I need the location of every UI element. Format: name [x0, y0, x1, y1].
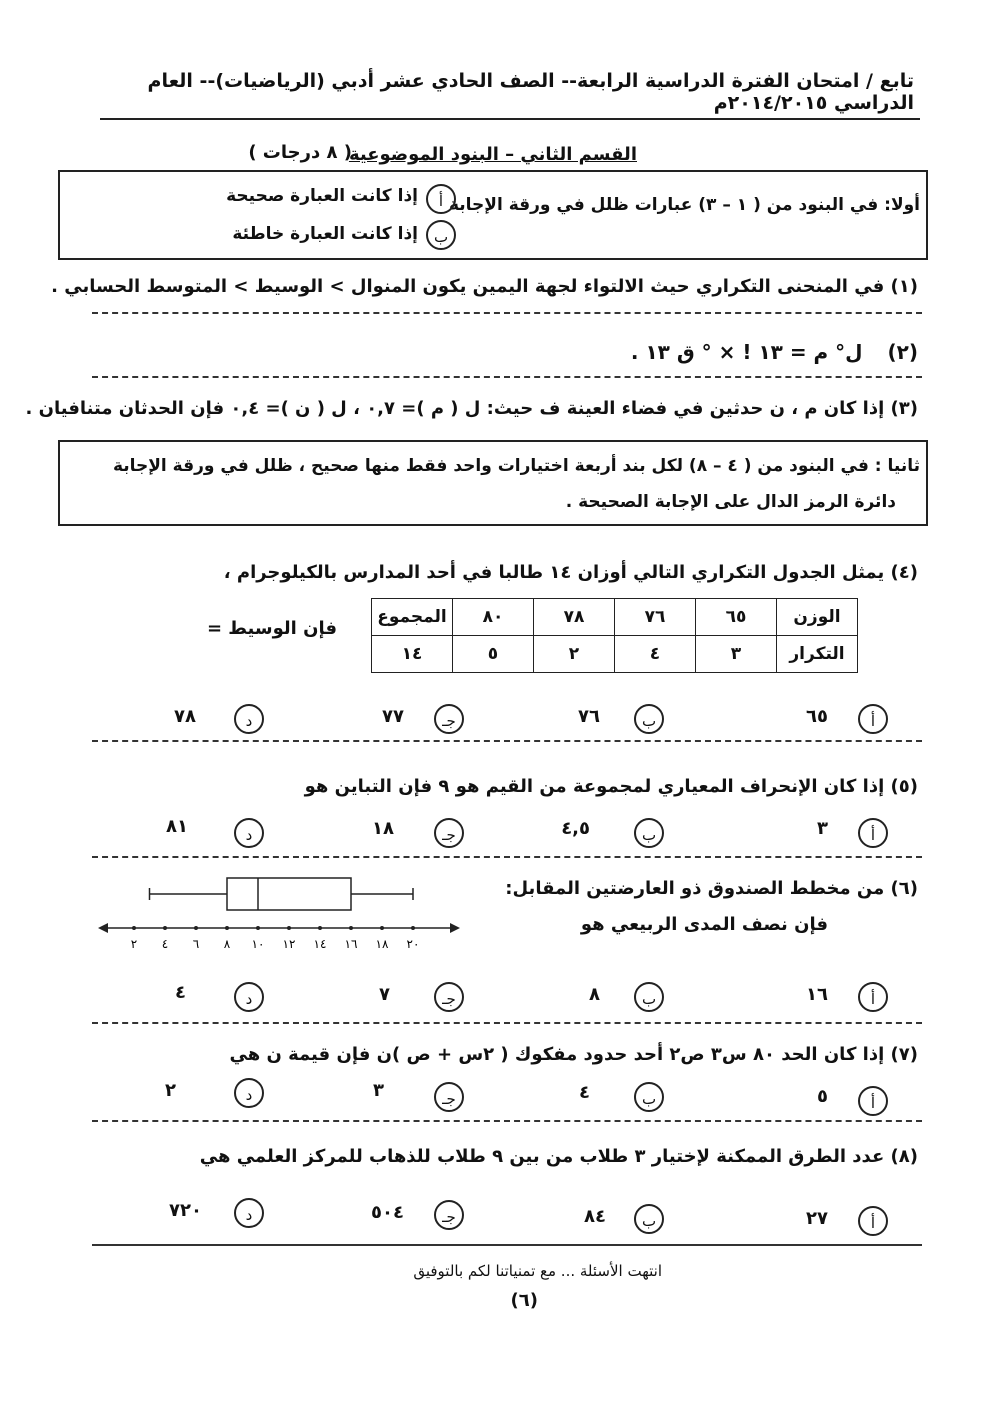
- option-a-circle[interactable]: أ: [858, 1086, 888, 1116]
- axis-tick: [411, 926, 415, 930]
- option-d-value: ٧٨: [174, 706, 196, 727]
- question-7: [229, 1044, 918, 1065]
- divider: [92, 1244, 922, 1246]
- exam-header: تابع / امتحان الفترة الدراسية الرابعة-- الصف الحادي عشر أدبي (الرياضيات)-- العام الدراسي ٢٠١٤/٢٠١٥م: [147, 70, 914, 114]
- table-cell: الوزن: [777, 599, 858, 636]
- option-c-circle[interactable]: جـ: [434, 818, 464, 848]
- true-symbol-circle: أ: [426, 184, 456, 214]
- option-a-value: ١٦: [806, 984, 828, 1005]
- axis-tick: [256, 926, 260, 930]
- option-b-value: ٤: [579, 1082, 590, 1103]
- option-c-value: ٣: [373, 1080, 384, 1101]
- option-c-circle[interactable]: جـ: [434, 1200, 464, 1230]
- option-d-circle[interactable]: د: [234, 1198, 264, 1228]
- question-6-text: من مخطط الصندوق ذو العارضتين المقابل:: [505, 878, 885, 899]
- question-2-text: ل° م = ١٣ ! × ° ق ١٣ .: [630, 340, 863, 364]
- divider: [92, 740, 922, 742]
- option-c-circle[interactable]: جـ: [434, 1082, 464, 1112]
- axis-tick: [349, 926, 353, 930]
- question-6: [505, 878, 918, 899]
- table-cell: المجموع: [372, 599, 453, 636]
- question-4-text: يمثل الجدول التكراري التالي أوزان ١٤ طالبا في أحد المدارس بالكيلوجرام ،: [223, 562, 885, 583]
- question-7-text: إذا كان الحد ٨٠ س٣ ص٢ أحد حدود مفكوك ( ٢س + ص )ن فإن قيمة ن هي: [229, 1044, 885, 1065]
- option-b-circle[interactable]: ب: [634, 982, 664, 1012]
- option-a-value: ٣: [817, 818, 828, 839]
- axis-tick-label: ١٢: [282, 937, 296, 951]
- table-row: [372, 599, 858, 636]
- axis-tick-label: ١٦: [344, 937, 358, 951]
- option-b-circle[interactable]: ب: [634, 818, 664, 848]
- option-a-circle[interactable]: أ: [858, 818, 888, 848]
- table-cell: ٧٨: [534, 599, 615, 636]
- question-5: [305, 776, 918, 797]
- axis-tick: [132, 926, 136, 930]
- divider: [92, 1022, 922, 1024]
- option-d-value: ٤: [175, 982, 186, 1003]
- median-label: فإن الوسيط =: [206, 618, 337, 639]
- option-c-value: ٧٧: [382, 706, 404, 727]
- part1-instruction: أولا: في البنود من ( ١ – ٣) عبارات ظلل في ورقة الإجابة: [448, 195, 920, 215]
- table-row: [372, 636, 858, 673]
- question-8-number: (٨): [890, 1146, 918, 1167]
- option-c-value: ٥٠٤: [371, 1202, 404, 1223]
- option-b-circle[interactable]: ب: [634, 1204, 664, 1234]
- option-a-circle[interactable]: أ: [858, 1206, 888, 1236]
- table-cell: ٨٠: [453, 599, 534, 636]
- option-d-value: ٨١: [166, 816, 188, 837]
- axis-tick-label: ٨: [223, 937, 231, 951]
- axis-arrow-left: [98, 923, 108, 933]
- question-1-text: في المنحنى التكراري حيث الالتواء لجهة اليمين يكون المنوال > الوسيط > المتوسط الحسابي .: [51, 276, 885, 297]
- question-4-number: (٤): [890, 562, 918, 583]
- option-a-value: ٦٥: [806, 706, 828, 727]
- divider: [92, 856, 922, 858]
- option-d-circle[interactable]: د: [234, 818, 264, 848]
- option-b-value: ٧٦: [578, 706, 600, 727]
- option-b-circle[interactable]: ب: [634, 704, 664, 734]
- axis-tick-label: ٤: [161, 937, 169, 951]
- divider: [92, 376, 922, 378]
- axis-arrow-right: [450, 923, 460, 933]
- question-6-subtext: فإن نصف المدى الربيعي هو: [580, 914, 828, 935]
- table-cell: ٦٥: [696, 599, 777, 636]
- divider: [92, 312, 922, 314]
- option-c-circle[interactable]: جـ: [434, 982, 464, 1012]
- option-b-value: ٨٤: [584, 1206, 606, 1227]
- divider: [92, 1120, 922, 1122]
- option-a-value: ٥: [817, 1086, 828, 1107]
- table-cell: ٤: [615, 636, 696, 673]
- option-b-value: ٤,٥: [561, 818, 590, 839]
- question-5-number: (٥): [890, 776, 918, 797]
- question-1: [51, 276, 918, 297]
- table-cell: ٥: [453, 636, 534, 673]
- frequency-table: [371, 598, 858, 673]
- option-d-circle[interactable]: د: [234, 1078, 264, 1108]
- option-c-circle[interactable]: جـ: [434, 704, 464, 734]
- axis-tick-label: ١٠: [251, 937, 265, 951]
- part2-instruction-box: [58, 440, 928, 526]
- question-3-number: (٣): [890, 398, 918, 419]
- footer-text: انتهت الأسئلة ... مع تمنياتنا لكم بالتوفيق: [413, 1262, 662, 1280]
- option-c-value: ٧: [379, 984, 390, 1005]
- axis-tick: [380, 926, 384, 930]
- option-a-circle[interactable]: أ: [858, 982, 888, 1012]
- part1-instruction-box: [58, 170, 928, 260]
- option-d-value: ٧٢٠: [169, 1200, 202, 1221]
- option-d-circle[interactable]: د: [234, 982, 264, 1012]
- question-3: [26, 398, 918, 419]
- table-cell: ٣: [696, 636, 777, 673]
- option-b-circle[interactable]: ب: [634, 1082, 664, 1112]
- header-rule: [100, 118, 920, 120]
- table-cell: ٧٦: [615, 599, 696, 636]
- question-2-number: (٢): [887, 340, 918, 364]
- axis-tick-label: ٢٠: [406, 937, 420, 951]
- axis-tick: [194, 926, 198, 930]
- question-8-text: عدد الطرق الممكنة لإختيار ٣ طلاب من بين ٩ طلاب للذهاب للمركز العلمي هي: [199, 1146, 885, 1167]
- option-d-value: ٢: [165, 1080, 176, 1101]
- option-a-circle[interactable]: أ: [858, 704, 888, 734]
- axis-tick: [287, 926, 291, 930]
- option-d-circle[interactable]: د: [234, 704, 264, 734]
- axis-tick: [225, 926, 229, 930]
- table-cell: التكرار: [777, 636, 858, 673]
- box-plot: [96, 868, 466, 958]
- axis-tick-label: ١٨: [375, 937, 389, 951]
- part2-line-2: دائرة الرمز الدال على الإجابة الصحيحة .: [565, 492, 896, 512]
- option-c-value: ١٨: [372, 818, 394, 839]
- question-2: [631, 340, 918, 364]
- axis-tick: [318, 926, 322, 930]
- axis-tick-label: ٢: [130, 937, 138, 951]
- page-number: (٦): [510, 1290, 538, 1311]
- section-title: القسم الثاني – البنود الموضوعية: [348, 144, 637, 165]
- question-5-text: إذا كان الإنحراف المعياري لمجموعة من القيم هو ٩ فإن التباين هو: [304, 776, 885, 797]
- table-cell: ١٤: [372, 636, 453, 673]
- question-4: [224, 562, 918, 583]
- false-text: إذا كانت العبارة خاطئة: [232, 224, 418, 244]
- true-text: إذا كانت العبارة صحيحة: [226, 186, 418, 206]
- option-b-value: ٨: [589, 984, 600, 1005]
- question-3-text: إذا كان م ، ن حدثين في فضاء العينة ف حيث: ل ( م )= ٠,٧ ، ل ( ن )= ٠,٤ فإن الحدثان متنافيان .: [25, 398, 885, 419]
- question-7-number: (٧): [890, 1044, 918, 1065]
- table-cell: ٢: [534, 636, 615, 673]
- option-a-value: ٢٧: [806, 1208, 828, 1229]
- question-1-number: (١): [890, 276, 918, 297]
- axis-tick: [163, 926, 167, 930]
- section-score: ( ٨ درجات ): [248, 142, 352, 163]
- axis-tick-label: ٦: [192, 937, 200, 951]
- box-rect: [227, 878, 351, 910]
- axis-tick-label: ١٤: [313, 937, 327, 951]
- question-8: [200, 1146, 918, 1167]
- part2-line-1: ثانيا : في البنود من ( ٤ – ٨) لكل بند أربعة اختيارات واحد فقط منها صحيح ، ظلل في ورقة الإجابة: [112, 456, 920, 476]
- false-symbol-circle: ب: [426, 220, 456, 250]
- question-6-number: (٦): [890, 878, 918, 899]
